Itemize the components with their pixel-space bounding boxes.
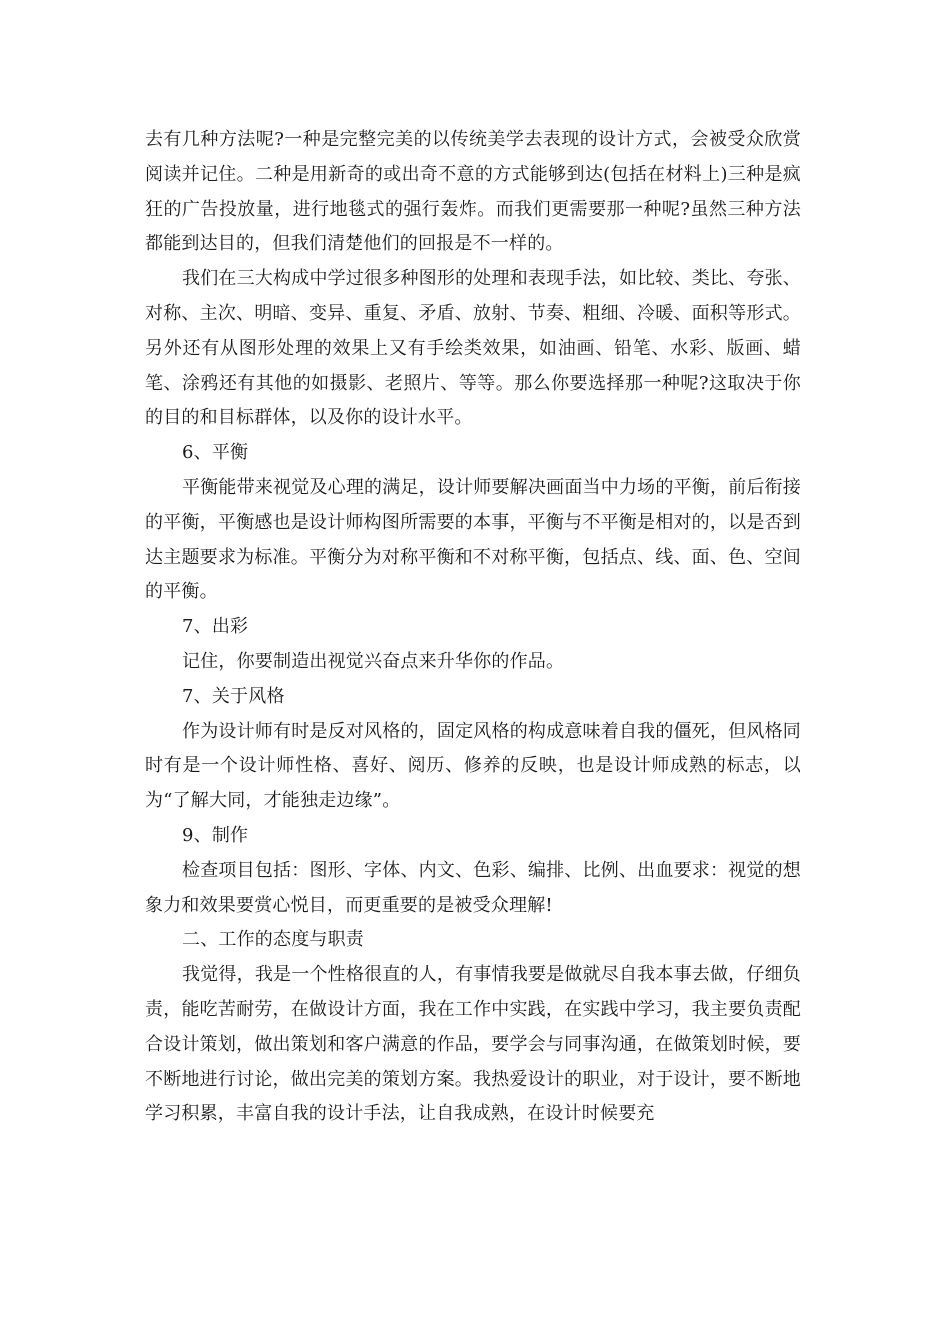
paragraph-production: 检查项目包括：图形、字体、内文、色彩、编排、比例、出血要求：视觉的想象力和效果要赏心悦目，而更重要的是被受众理解! — [145, 859, 801, 916]
paragraph-style: 作为设计师有时是反对风格的，固定风格的构成意味着自我的僵死，但风格同时有是一个设计师性格、喜好、阅历、修养的反映，也是设计师成熟的标志，以为“了解大同，才能独走边缘”。 — [145, 720, 801, 812]
paragraph-graphic-techniques: 我们在三大构成中学过很多种图形的处理和表现手法，如比较、类比、夸张、对称、主次、明暗、变异、重复、矛盾、放射、节奏、粗细、冷暖、面积等形式。另外还有从图形处理的效果上又有手绘类效果，如油画、铅笔、水彩、版画、蜡笔、涂鸦还有其他的如摄影、老照片、等等。那么你要选择那一种呢?这取决于你的目的和目标群体，以及你的设计水平。 — [145, 268, 801, 429]
heading-production: 9、制作 — [182, 824, 249, 846]
paragraph-work-attitude: 我觉得，我是一个性格很直的人，有事情我要是做就尽自我本事去做，仔细负责，能吃苦耐劳，在做设计方面，我在工作中实践，在实践中学习，我主要负责配合设计策划，做出策划和客户满意的作品，要学会与同事沟通，在做策划时候，要不断地进行讨论，做出完美的策划方案。我热爱设计的职业，对于设计，要不断地学习积累，丰富自我的设计手法，让自我成熟，在设计时候要充 — [145, 964, 801, 1125]
heading-work-attitude: 二、工作的态度与职责 — [182, 929, 364, 951]
document-body — [145, 123, 801, 1132]
heading-balance: 6、平衡 — [182, 442, 249, 464]
paragraph-balance: 平衡能带来视觉及心理的满足，设计师要解决画面当中力场的平衡，前后衔接的平衡，平衡感也是设计师构图所需要的本事，平衡与不平衡是相对的，以是否到达主题要求为标准。平衡分为对称平衡和不对称平衡，包括点、线、面、色、空间的平衡。 — [145, 476, 801, 603]
heading-style: 7、关于风格 — [182, 685, 285, 707]
paragraph-methods: 去有几种方法呢?一种是完整完美的以传统美学去表现的设计方式，会被受众欣赏阅读并记住。二种是用新奇的或出奇不意的方式能够到达(包括在材料上)三种是疯狂的广告投放量，进行地毯式的强行轰炸。而我们更需要那一种呢?虽然三种方法都能到达目的，但我们清楚他们的回报是不一样的。 — [145, 129, 801, 255]
heading-outstanding: 7、出彩 — [182, 616, 249, 638]
paragraph-outstanding: 记住，你要制造出视觉兴奋点来升华你的作品。 — [182, 650, 565, 672]
